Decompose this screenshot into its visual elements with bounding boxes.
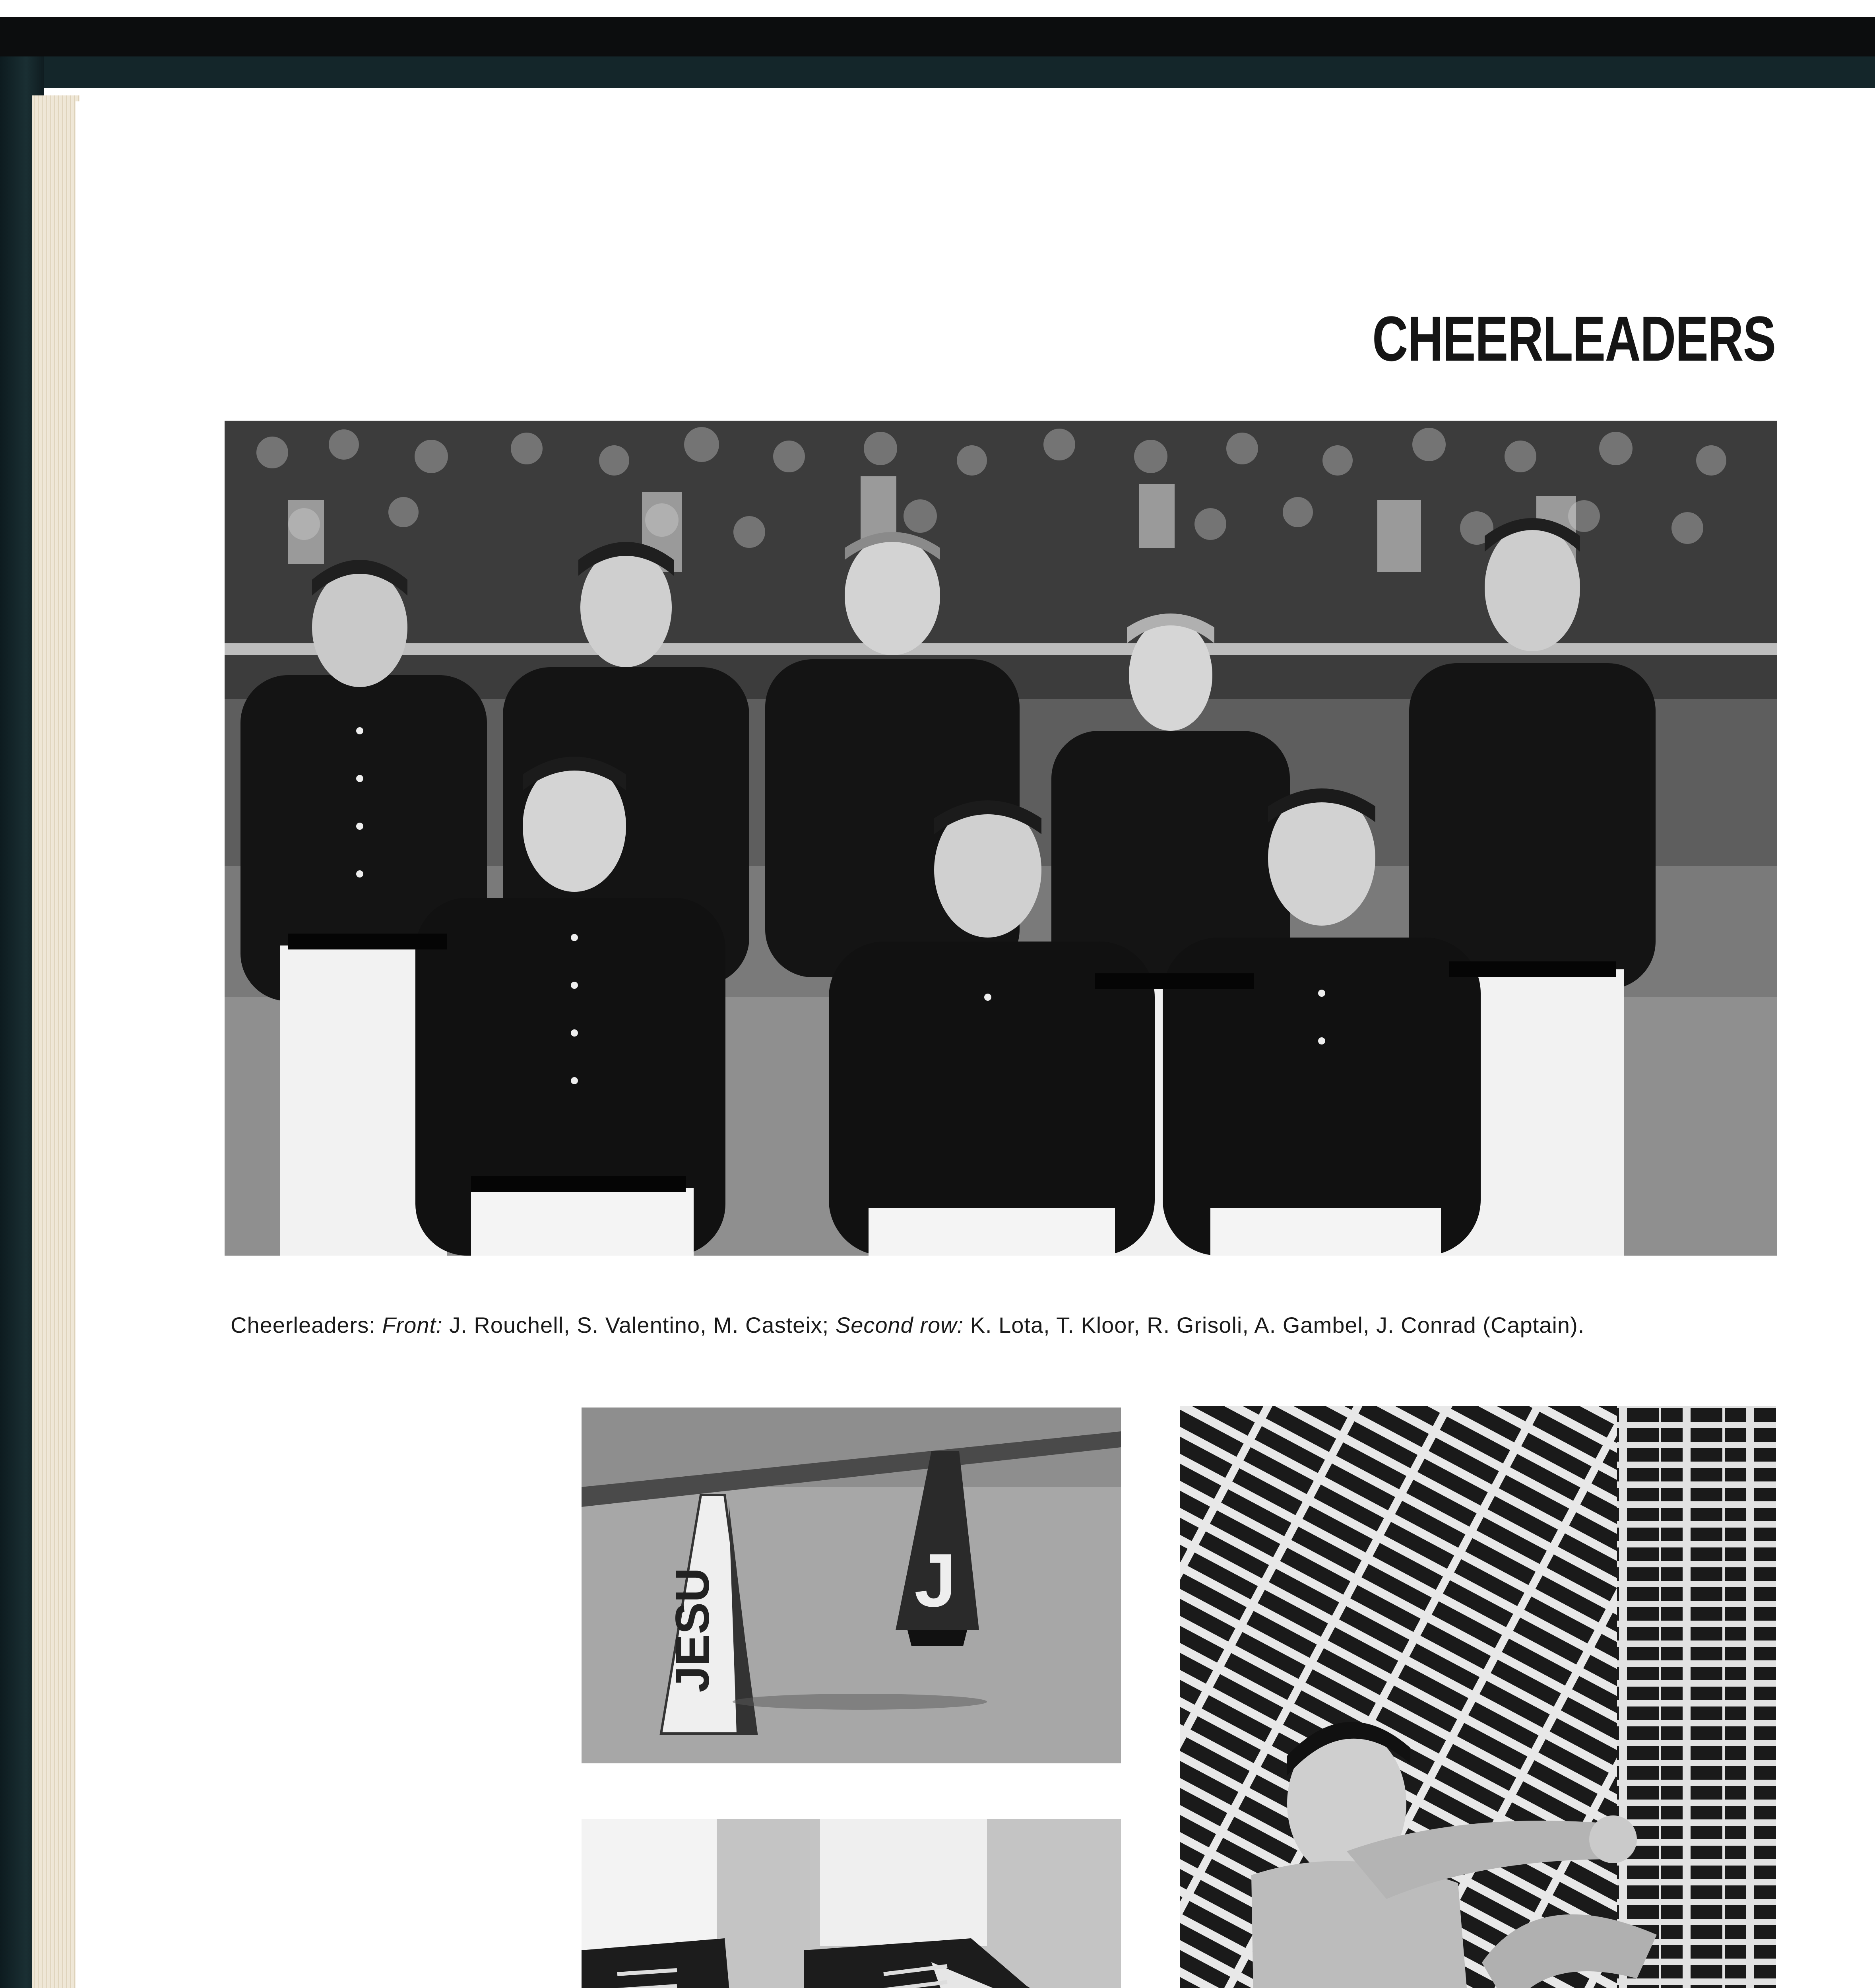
- caption-front-label: Front:: [382, 1312, 443, 1338]
- group-photo-caption: [231, 1312, 1584, 1338]
- caption-front-names: J. Rouchell, S. Valentino, M. Casteix;: [449, 1312, 829, 1338]
- caption-second-names: K. Lota, T. Kloor, R. Grisoli, A. Gambel, J. Conrad (Captain).: [970, 1312, 1585, 1338]
- scan-border: [0, 0, 1875, 17]
- captain-jerry-conrad-photo: [1180, 1406, 1776, 1988]
- caption-lead: Cheerleaders:: [231, 1312, 376, 1338]
- megaphone-letter-j: J: [914, 1538, 956, 1623]
- saddle-shoes-photo: [582, 1819, 1121, 1988]
- cheerleaders-group-photo: [225, 421, 1777, 1256]
- page-title: CHEERLEADERS: [1372, 303, 1776, 374]
- megaphone-text-jesu: JESU: [666, 1568, 719, 1693]
- book-cover-edge: [0, 56, 1875, 88]
- page-edges: [32, 95, 79, 1988]
- megaphones-photo: [582, 1408, 1121, 1763]
- caption-second-label: Second row:: [835, 1312, 964, 1338]
- book-cover-top: [0, 17, 1875, 56]
